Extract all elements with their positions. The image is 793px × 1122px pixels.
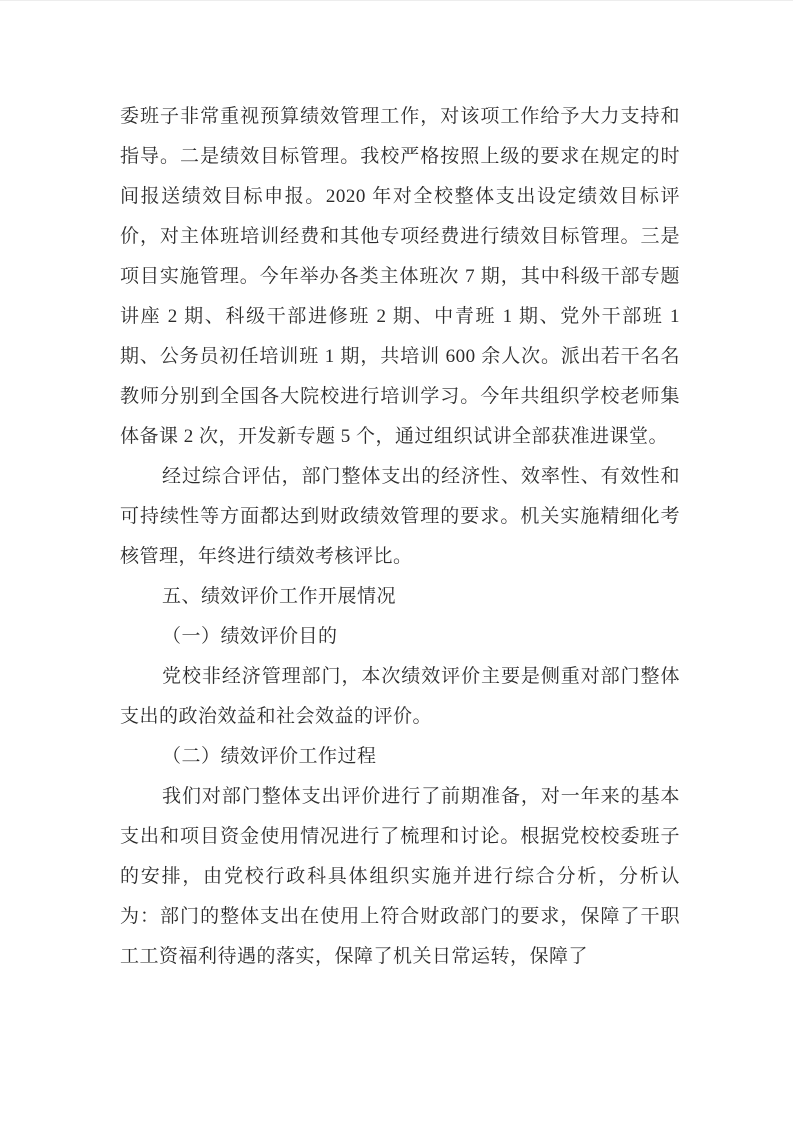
paragraph-evaluation-process-body: 我们对部门整体支出评价进行了前期准备，对一年来的基本支出和项目资金使用情况进行了梳理和讨论。根据党校校委班子的安排，由党校行政科具体组织实施并进行综合分析，分析认为：部门的整体支出在使用上符合财政部门的要求，保障了干职工工资福利待遇的落实，保障了机关日常运转，保障了 <box>120 786 680 967</box>
paragraph-evaluation-purpose-body: 党校非经济管理部门，本次绩效评价主要是侧重对部门整体支出的政治效益和社会效益的评价。 <box>120 666 680 727</box>
document-text-block <box>0 1 793 977</box>
subheading-evaluation-process: （二）绩效评价工作过程 <box>162 746 377 767</box>
paragraph-budget-performance-management: 委班子非常重视预算绩效管理工作，对该项工作给予大力支持和指导。二是绩效目标管理。我校严格按照上级的要求在规定的时间报送绩效目标申报。2020 年对全校整体支出设定绩效目标评价，对主体班培训经费和其他专项经费进行绩效目标管理。三是项目实施管理。今年举办各类主体班次 7 期，其中科级干部专题讲座 2 期、科级干部进修班 2 期、中青班 1 期、党外干部班 1 期、公务员初任培训班 1 期，共培训 600 余人次。派出若干名名教师分别到全国各大院校进行培训学习。今年共组织学校老师集体备课 2 次，开发新专题 5 个，通过组织试讲全部获准进课堂。 <box>120 106 680 447</box>
section-heading-performance-evaluation-work: 五、绩效评价工作开展情况 <box>162 586 397 607</box>
subheading-evaluation-purpose: （一）绩效评价目的 <box>162 626 338 647</box>
paragraph-comprehensive-evaluation: 经过综合评估，部门整体支出的经济性、效率性、有效性和可持续性等方面都达到财政绩效管理的要求。机关实施精细化考核管理，年终进行绩效考核评比。 <box>120 466 680 567</box>
